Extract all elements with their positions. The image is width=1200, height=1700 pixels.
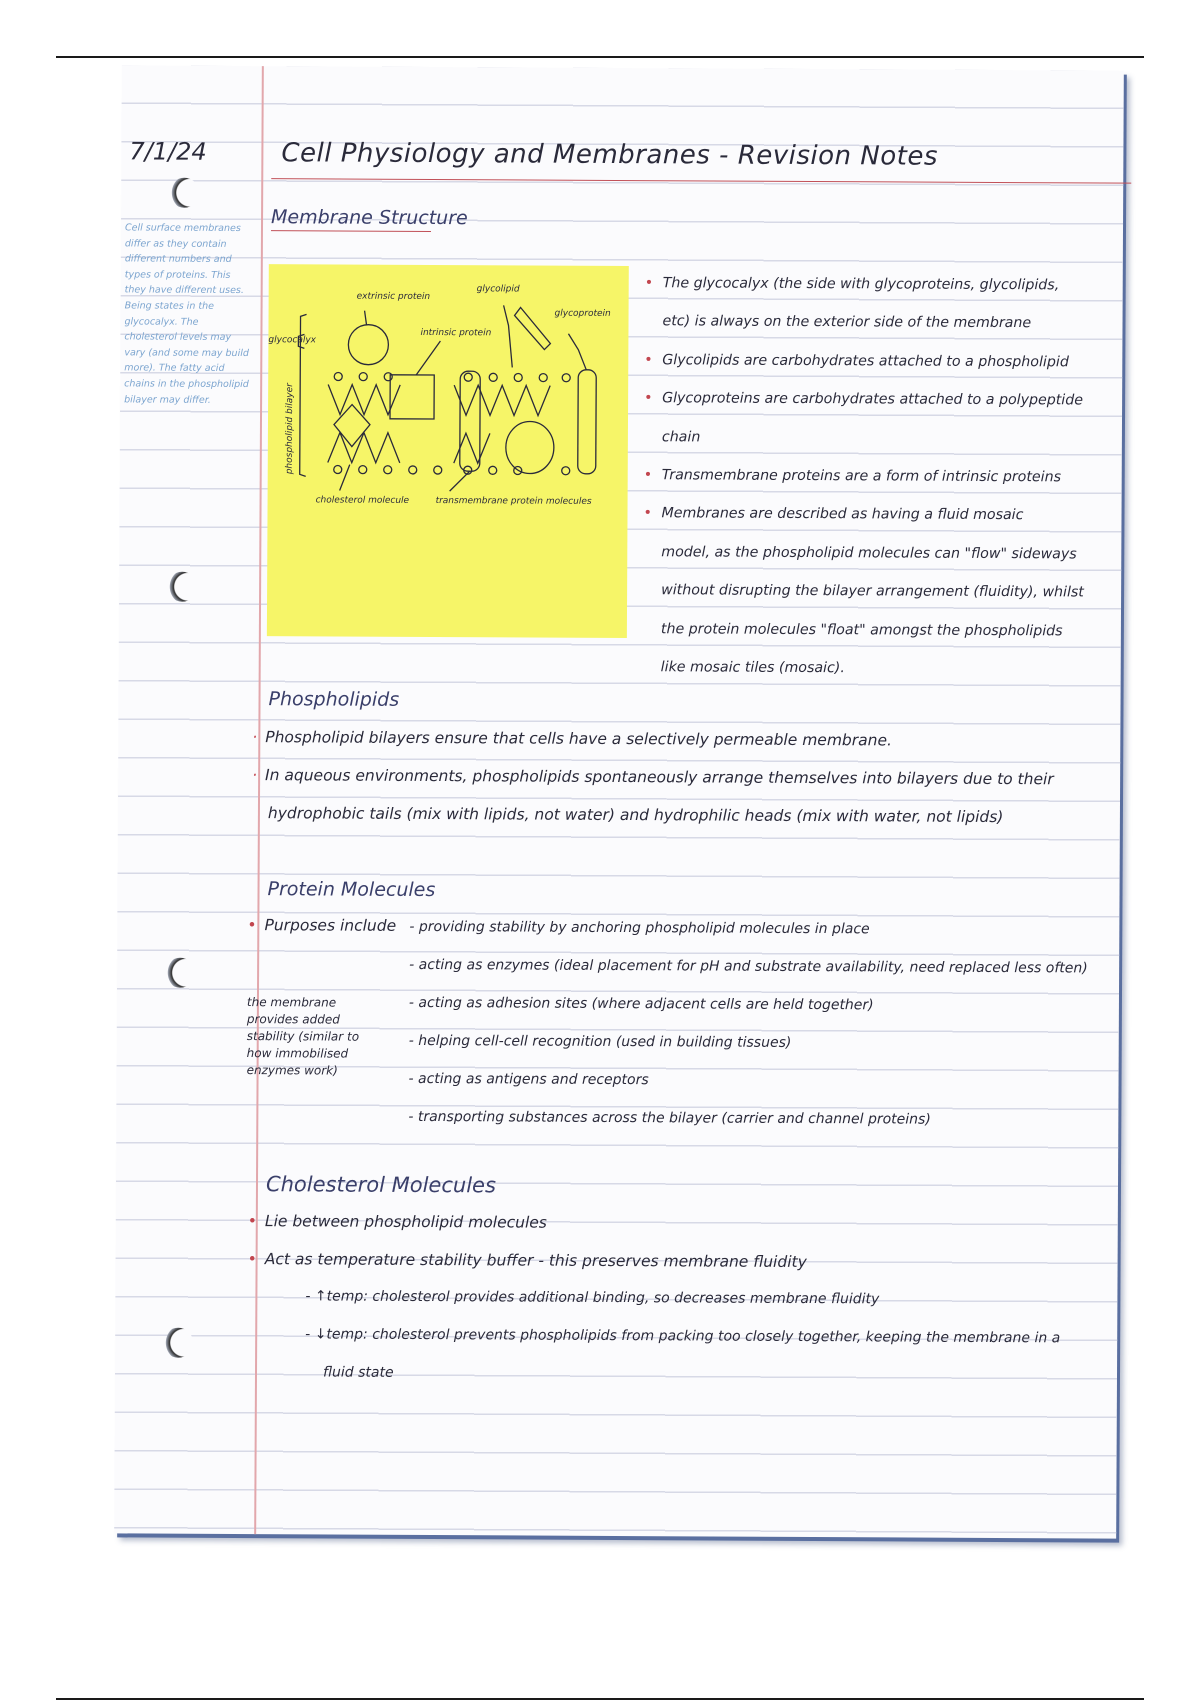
intrinsic-protein-shape <box>390 375 434 419</box>
membrane-bullets <box>639 264 1111 689</box>
tails-right <box>454 385 550 464</box>
glycolipid-chain <box>503 305 512 367</box>
bullet-continuation: without disrupting the bilayer arrangement (fluidity), whilst <box>661 582 1084 601</box>
bullet-item: • Transmembrane proteins are a form of intrinsic proteins <box>643 467 1062 486</box>
tails-left <box>328 384 400 462</box>
globular-protein-shape <box>506 421 554 473</box>
phospholipid-line-1: · Phospholipid bilayers ensure that cells have a selectively permeable membrane. <box>252 728 892 750</box>
protein-item: - transporting substances across the bilayer (carrier and channel proteins) <box>408 1108 931 1128</box>
bullet-item: • The glycocalyx (the side with glycoproteins, glycolipids, <box>644 275 1060 294</box>
extrinsic-protein-shape <box>348 325 388 365</box>
phospholipid-heads-top <box>334 373 570 382</box>
bullet-item: • Membranes are described as having a fluid mosaic <box>643 505 1024 524</box>
notebook-page <box>114 65 1124 1538</box>
bullet-continuation: model, as the phospholipid molecules can "flow" sideways <box>661 544 1077 563</box>
protein-item: - helping cell-cell recognition (used in building tissues) <box>408 1032 792 1051</box>
punch-hole-2 <box>167 572 197 602</box>
page-top-rule <box>56 56 1144 58</box>
glycoprotein-branch <box>568 334 586 370</box>
cholesterol-sub-2: - ↓temp: cholesterol prevents phospholipids from packing too closely together, keeping the membrane in a <box>305 1326 1061 1347</box>
heading-phospholipids: Phospholipids <box>268 688 400 711</box>
glycoprotein-chain <box>514 307 550 349</box>
label-cholesterol: cholesterol molecule <box>315 495 410 506</box>
title-underline <box>271 178 1131 184</box>
phospholipid-line-2: · In aqueous environments, phospholipids spontaneously arrange themselves into bilayers due to their <box>252 766 1054 789</box>
cholesterol-line-1: • Lie between phospholipid molecules <box>247 1212 547 1232</box>
label-extrinsic: extrinsic protein <box>356 291 431 303</box>
bullet-continuation: like mosaic tiles (mosaic). <box>660 659 845 677</box>
margin-line <box>254 66 264 1534</box>
label-intrinsic: intrinsic protein <box>420 327 492 339</box>
heading-underline <box>271 230 431 232</box>
protein-intro: • Purposes include <box>247 916 397 935</box>
fluid-mosaic-diagram <box>267 264 629 638</box>
phospholipid-line-3: hydrophobic tails (mix with lipids, not water) and hydrophilic heads (mix with water, not lipids) <box>267 804 1004 827</box>
protein-item: - acting as antigens and receptors <box>408 1070 649 1089</box>
label-glycocalyx: glycocalyx <box>268 335 317 346</box>
membrane-diagram <box>267 264 629 638</box>
protein-item: - acting as adhesion sites (where adjacent cells are held together) <box>408 994 874 1014</box>
heading-cholesterol: Cholesterol Molecules <box>265 1172 496 1198</box>
cholesterol-sub-3: fluid state <box>322 1364 394 1381</box>
protein-item: - providing stability by anchoring phospholipid molecules in place <box>409 918 870 938</box>
cholesterol-sub-1: - ↑temp: cholesterol provides additional binding, so decreases membrane fluidity <box>305 1288 880 1308</box>
label-glycoprotein: glycoprotein <box>554 308 611 319</box>
protein-item: - acting as enzymes (ideal placement for pH and substrate availability, need replaced less often) <box>409 956 1088 977</box>
heading-membrane-structure: Membrane Structure <box>270 206 468 230</box>
label-glycolipid: glycolipid <box>476 284 520 295</box>
label-transmembrane: transmembrane protein molecules <box>435 496 592 507</box>
date: 7/1/24 <box>129 137 207 166</box>
label-bilayer: phospholipid bilayer <box>284 383 296 475</box>
heading-protein-molecules: Protein Molecules <box>267 878 436 902</box>
punch-hole-4 <box>163 1328 193 1358</box>
protein-margin-note: the membrane provides added stability (similar to how immobilised enzymes work) <box>246 995 360 1078</box>
bullet-continuation: the protein molecules "float" amongst the phospholipids <box>660 620 1063 639</box>
bullet-continuation: etc) is always on the exterior side of the membrane <box>662 313 1032 332</box>
cholesterol-line-2: • Act as temperature stability buffer - this preserves membrane fluidity <box>247 1250 807 1271</box>
cholesterol-shape <box>334 405 370 447</box>
side-note: Cell surface membranes differ as they contain different numbers and types of proteins. This they have different uses. Being states in the glycocalyx. The cholesterol levels may vary (and some may build more). The fatty acid chains in the phospholipid bilayer may differ. <box>124 222 249 406</box>
page-title: Cell Physiology and Membranes - Revision Notes <box>281 138 939 172</box>
bullet-item: • Glycoproteins are carbohydrates attached to a polypeptide chain <box>644 390 1084 446</box>
punch-hole-3 <box>165 958 195 988</box>
punch-hole-1 <box>169 178 199 208</box>
bullet-item: • Glycolipids are carbohydrates attached to a phospholipid <box>644 351 1069 371</box>
transmembrane-protein-shape-2 <box>578 370 597 474</box>
